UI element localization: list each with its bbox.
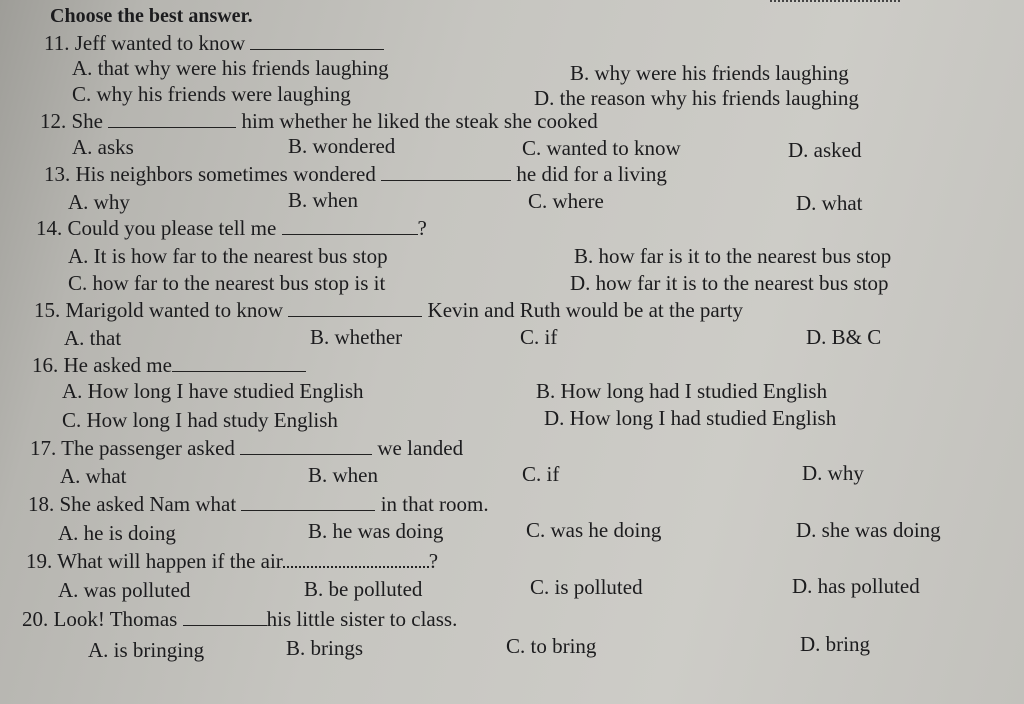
- question-number: 17.: [30, 436, 57, 460]
- answer-blank[interactable]: [108, 109, 236, 128]
- question-15-stem: [34, 297, 743, 323]
- option-d[interactable]: D. How long I had studied English: [544, 406, 837, 430]
- question-text-after: we landed: [377, 436, 464, 460]
- question-text-after: his little sister to class.: [266, 607, 458, 631]
- option-b[interactable]: B. whether: [310, 325, 403, 349]
- question-number: 12.: [40, 109, 67, 133]
- question-number: 16.: [32, 353, 59, 377]
- option-d[interactable]: D. B& C: [806, 325, 882, 349]
- option-a[interactable]: A. he is doing: [58, 521, 176, 545]
- question-text: Jeff wanted to know: [74, 31, 246, 55]
- question-number: 15.: [34, 298, 61, 322]
- answer-blank[interactable]: [183, 607, 267, 626]
- option-b[interactable]: B. wondered: [288, 134, 396, 158]
- option-c[interactable]: C. wanted to know: [522, 136, 681, 160]
- option-a[interactable]: A. that: [64, 326, 122, 350]
- question-text-after: Kevin and Ruth would be at the party: [427, 298, 744, 322]
- question-19-stem: [26, 548, 438, 574]
- question-text: Look! Thomas: [53, 607, 178, 631]
- option-b[interactable]: B. how far is it to the nearest bus stop: [574, 244, 892, 268]
- question-18-stem: [28, 491, 489, 517]
- question-number: 18.: [28, 492, 55, 516]
- dotted-line-top: [770, 0, 900, 6]
- answer-blank[interactable]: [250, 31, 384, 50]
- option-a[interactable]: A. was polluted: [58, 578, 191, 602]
- question-20-stem: [22, 606, 457, 632]
- question-number: 14.: [36, 216, 63, 240]
- question-number: 11.: [44, 31, 70, 55]
- question-text: She asked Nam what: [59, 492, 237, 516]
- answer-blank[interactable]: [283, 548, 429, 568]
- option-c[interactable]: C. if: [520, 325, 558, 349]
- option-c[interactable]: C. How long I had study English: [62, 408, 338, 432]
- option-a[interactable]: A. How long I have studied English: [62, 379, 364, 403]
- option-c[interactable]: C. is polluted: [530, 575, 643, 599]
- option-d[interactable]: D. what: [796, 191, 863, 215]
- question-text: Could you please tell me: [67, 216, 277, 240]
- option-d[interactable]: D. has polluted: [792, 574, 920, 598]
- option-a[interactable]: A. that why were his friends laughing: [72, 56, 389, 80]
- option-b[interactable]: B. why were his friends laughing: [570, 61, 849, 85]
- question-12-stem: [40, 108, 598, 134]
- question-17-stem: [30, 435, 463, 461]
- option-d[interactable]: D. asked: [788, 138, 862, 162]
- answer-blank[interactable]: [381, 162, 511, 181]
- question-text-after: ?: [417, 216, 427, 240]
- option-a[interactable]: A. asks: [72, 135, 134, 159]
- option-a[interactable]: A. is bringing: [88, 638, 205, 662]
- question-text: The passenger asked: [61, 436, 235, 460]
- question-number: 20.: [22, 607, 49, 631]
- option-b[interactable]: B. be polluted: [304, 577, 423, 601]
- question-13-stem: [44, 161, 667, 187]
- answer-blank[interactable]: [282, 216, 418, 235]
- question-text: What will happen if the air: [57, 549, 283, 573]
- answer-blank[interactable]: [241, 492, 375, 511]
- option-c[interactable]: C. to bring: [506, 634, 597, 658]
- question-16-stem: [32, 352, 306, 378]
- option-a[interactable]: A. why: [68, 190, 130, 214]
- question-text: He asked me: [63, 353, 172, 377]
- answer-blank[interactable]: [240, 436, 372, 455]
- answer-blank[interactable]: [172, 353, 306, 372]
- question-number: 13.: [44, 162, 71, 186]
- question-text: She: [71, 109, 103, 133]
- question-number: 19.: [26, 549, 53, 573]
- option-b[interactable]: B. when: [288, 188, 358, 212]
- option-b[interactable]: B. when: [308, 463, 378, 487]
- option-b[interactable]: B. he was doing: [308, 519, 444, 543]
- question-text-after: him whether he liked the steak she cooked: [241, 109, 598, 133]
- instruction-heading: Choose the best answer.: [50, 5, 253, 27]
- answer-blank[interactable]: [288, 298, 422, 317]
- option-c[interactable]: C. where: [528, 189, 604, 213]
- question-text: Marigold wanted to know: [65, 298, 284, 322]
- question-text-after: ?: [428, 549, 439, 573]
- option-c[interactable]: C. if: [522, 462, 560, 486]
- option-d[interactable]: D. how far it is to the nearest bus stop: [570, 271, 889, 295]
- question-14-stem: [36, 215, 427, 241]
- question-text-after: he did for a living: [516, 162, 667, 186]
- question-11-stem: [44, 30, 384, 56]
- option-a[interactable]: A. what: [60, 464, 127, 488]
- option-c[interactable]: C. was he doing: [526, 518, 662, 542]
- option-c[interactable]: C. why his friends were laughing: [72, 82, 351, 106]
- option-b[interactable]: B. How long had I studied English: [536, 379, 828, 403]
- option-d[interactable]: D. bring: [800, 632, 870, 656]
- option-a[interactable]: A. It is how far to the nearest bus stop: [68, 244, 388, 268]
- option-d[interactable]: D. the reason why his friends laughing: [534, 86, 859, 110]
- question-text-after: in that room.: [380, 492, 489, 516]
- option-c[interactable]: C. how far to the nearest bus stop is it: [68, 271, 386, 295]
- option-d[interactable]: D. why: [802, 461, 864, 485]
- option-b[interactable]: B. brings: [286, 636, 364, 660]
- option-d[interactable]: D. she was doing: [796, 518, 941, 542]
- question-text: His neighbors sometimes wondered: [75, 162, 376, 186]
